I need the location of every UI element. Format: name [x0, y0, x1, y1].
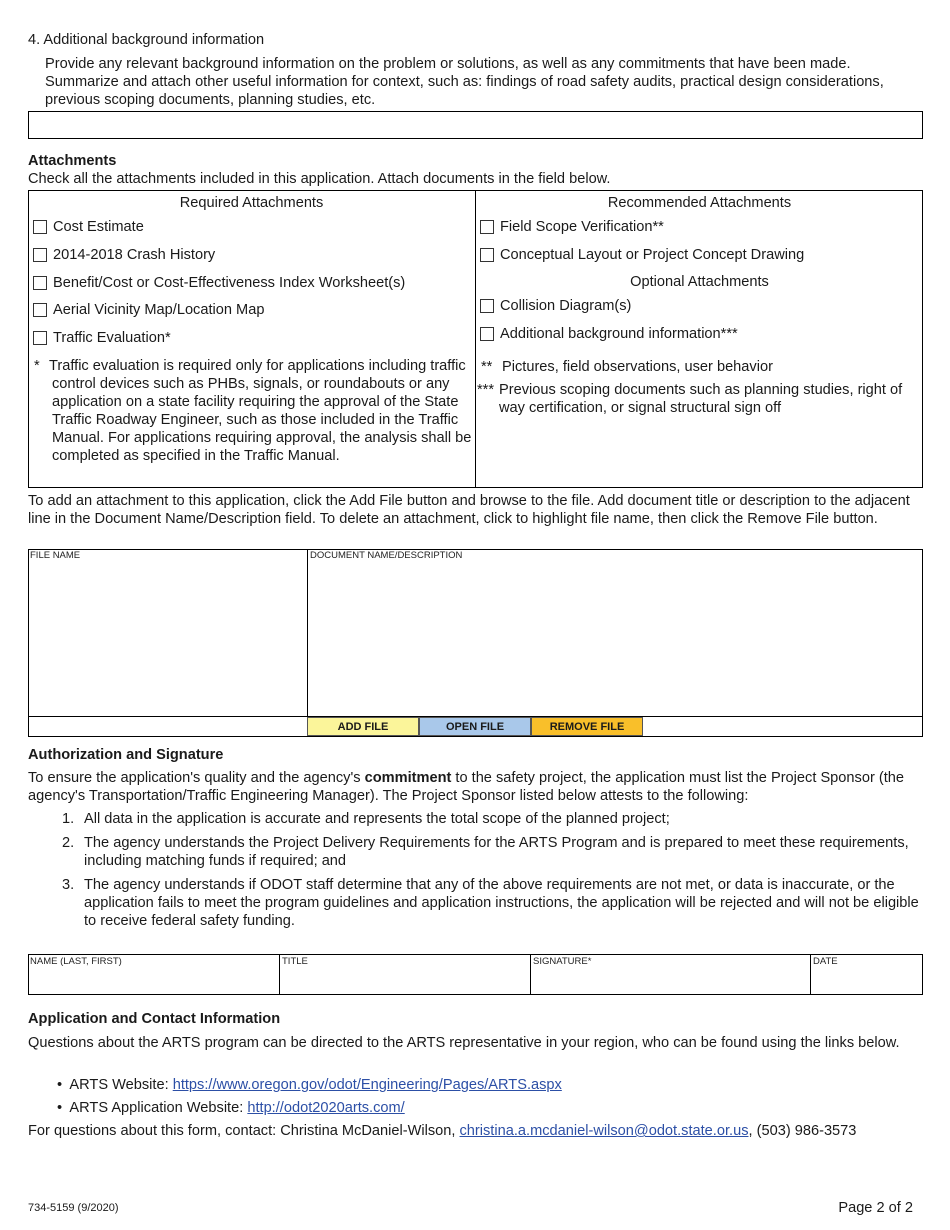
open-file-button[interactable]: OPEN FILE [419, 717, 531, 736]
form-contact [28, 1122, 856, 1140]
note2: Pictures, field observations, user behavior [502, 359, 773, 375]
arts-website-item: • ARTS Website: https://www.oregon.gov/odot/Engineering/Pages/ARTS.aspx [57, 1077, 562, 1093]
divider [810, 954, 811, 995]
checkbox-label: Collision Diagram(s) [500, 298, 632, 314]
attachments-heading: Attachments [28, 153, 117, 169]
date-field[interactable] [812, 968, 922, 994]
checkbox[interactable] [480, 327, 494, 341]
item-number: 2. [62, 835, 75, 851]
attachments-instruction: Check all the attachments included in this application. Attach documents in the field below. [28, 171, 611, 187]
name-field[interactable] [29, 968, 278, 994]
required-item[interactable] [33, 329, 171, 347]
recommended-item[interactable] [480, 218, 664, 236]
item-text: All data in the application is accurate and represents the total scope of the planned project; [84, 811, 670, 827]
arts-app-website-label: ARTS Application Website: [69, 1100, 248, 1116]
checkbox[interactable] [480, 220, 494, 234]
arts-website-label: ARTS Website: [69, 1077, 173, 1093]
attachments-divider [475, 190, 476, 488]
checkbox[interactable] [33, 220, 47, 234]
checkbox-label: Conceptual Layout or Project Concept Drawing [500, 247, 805, 263]
checkbox[interactable] [480, 248, 494, 262]
form-contact-text: For questions about this form, contact: Christina McDaniel-Wilson, [28, 1123, 460, 1139]
attestation-item [62, 834, 924, 870]
contact-intro: Questions about the ARTS program can be directed to the ARTS representative in your region, who can be found using the links below. [28, 1035, 900, 1051]
checkbox-label: Benefit/Cost or Cost-Effectiveness Index Worksheet(s) [53, 275, 406, 291]
file-instruction: To add an attachment to this application, click the Add File button and browse to the file. Add document title or description to the adjacent line in the Document Name/Description field. To delete an attachment, click to highlight file name, then click the Remove File button. [28, 493, 910, 527]
item-text: The agency understands if ODOT staff determine that any of the above requirements are not met, or data is inaccurate, or the application fails to meet the program guidelines and application instructions, the application will be rejected and will not be eligible to receive federal safety funding. [84, 877, 919, 929]
divider [530, 954, 531, 995]
checkbox-label: Additional background information*** [500, 326, 738, 342]
file-name-header: FILE NAME [30, 550, 81, 561]
form-number: 734-5159 (9/2020) [28, 1202, 119, 1214]
optional-item[interactable] [480, 325, 738, 343]
checkbox-label: Field Scope Verification** [500, 219, 664, 235]
background-info-input[interactable] [28, 111, 923, 139]
document-name-header: DOCUMENT NAME/DESCRIPTION [310, 550, 463, 561]
checkbox[interactable] [33, 303, 47, 317]
note3: Previous scoping documents such as planning studies, right of way certification, or signal structural sign off [499, 382, 903, 416]
title-field[interactable] [281, 968, 529, 994]
arts-app-website-link[interactable]: http://odot2020arts.com/ [247, 1100, 405, 1116]
item-number: 3. [62, 877, 75, 893]
item-number: 1. [62, 811, 75, 827]
intro-bold: commitment [364, 770, 452, 786]
signature-field-label: SIGNATURE* [533, 956, 592, 967]
divider [279, 954, 280, 995]
remove-file-button[interactable]: REMOVE FILE [531, 717, 643, 736]
note2-marker: ** [481, 359, 493, 375]
required-attachments-header: Required Attachments [179, 195, 324, 211]
required-note: Traffic evaluation is required only for applications including traffic control devices such as PHBs, signals, or roundabouts or any application on a state facility requiring the approval of the State Traffic Roadway Engineer, such as those included in the Traffic Manual. For applications requiring approval, the analysis shall be completed as specified in the Traffic Manual. [49, 358, 472, 464]
contact-heading: Application and Contact Information [28, 1011, 281, 1027]
checkbox-label: Cost Estimate [53, 219, 144, 235]
recommended-item[interactable] [480, 246, 804, 264]
required-note-marker: * [34, 358, 40, 374]
name-field-label: NAME (LAST, FIRST) [30, 956, 122, 967]
intro-text: To ensure the application's quality and the agency's [28, 770, 365, 786]
signature-field[interactable] [532, 968, 809, 994]
page-number: Page 2 of 2 [838, 1200, 913, 1216]
checkbox[interactable] [480, 299, 494, 313]
contact-email-link[interactable]: christina.a.mcdaniel-wilson@odot.state.or.us [459, 1123, 749, 1139]
attestation-item [62, 876, 924, 930]
recommended-attachments-header: Recommended Attachments [607, 195, 792, 211]
arts-website-link[interactable]: https://www.oregon.gov/odot/Engineering/Pages/ARTS.aspx [172, 1077, 562, 1093]
file-table-divider [307, 549, 308, 737]
checkbox-label: 2014-2018 Crash History [53, 247, 216, 263]
required-item[interactable] [33, 274, 405, 292]
optional-attachments-header: Optional Attachments [630, 274, 769, 290]
arts-app-website-item: • ARTS Application Website: http://odot2020arts.com/ [57, 1100, 405, 1116]
note3-marker: *** [477, 382, 495, 398]
title-field-label: TITLE [282, 956, 308, 967]
attestation-item [62, 810, 924, 828]
checkbox[interactable] [33, 276, 47, 290]
add-file-button[interactable]: ADD FILE [307, 717, 419, 736]
checkbox[interactable] [33, 248, 47, 262]
section-4-heading: 4. Additional background information [28, 32, 265, 48]
file-name-list[interactable] [29, 563, 306, 715]
section-4-description: Provide any relevant background information on the problem or solutions, as well as any commitments that have been made. Summarize and attach other useful information for context, such as: findings of road safety audits, practical design considerations, previous scoping documents, planning studies, etc. [45, 56, 884, 108]
authorization-intro [28, 769, 923, 805]
date-field-label: DATE [813, 956, 838, 967]
authorization-heading: Authorization and Signature [28, 747, 224, 763]
optional-item[interactable] [480, 297, 631, 315]
item-text: The agency understands the Project Delivery Requirements for the ARTS Program and is prepared to meet these requirements, including matching funds if required; and [84, 835, 909, 869]
checkbox-label: Traffic Evaluation* [53, 330, 171, 346]
form-contact-phone: , (503) 986-3573 [748, 1123, 857, 1139]
required-item[interactable] [33, 246, 215, 264]
checkbox[interactable] [33, 331, 47, 345]
document-name-list[interactable] [309, 563, 921, 715]
required-item[interactable] [33, 301, 264, 319]
checkbox-label: Aerial Vicinity Map/Location Map [53, 302, 265, 318]
intro-text: to the safety project, the application must list the Project Sponsor (the agency's Transportation/Traffic Engineering Manager). The Project Sponsor listed below attests to the following: [28, 770, 905, 804]
required-item[interactable] [33, 218, 144, 236]
